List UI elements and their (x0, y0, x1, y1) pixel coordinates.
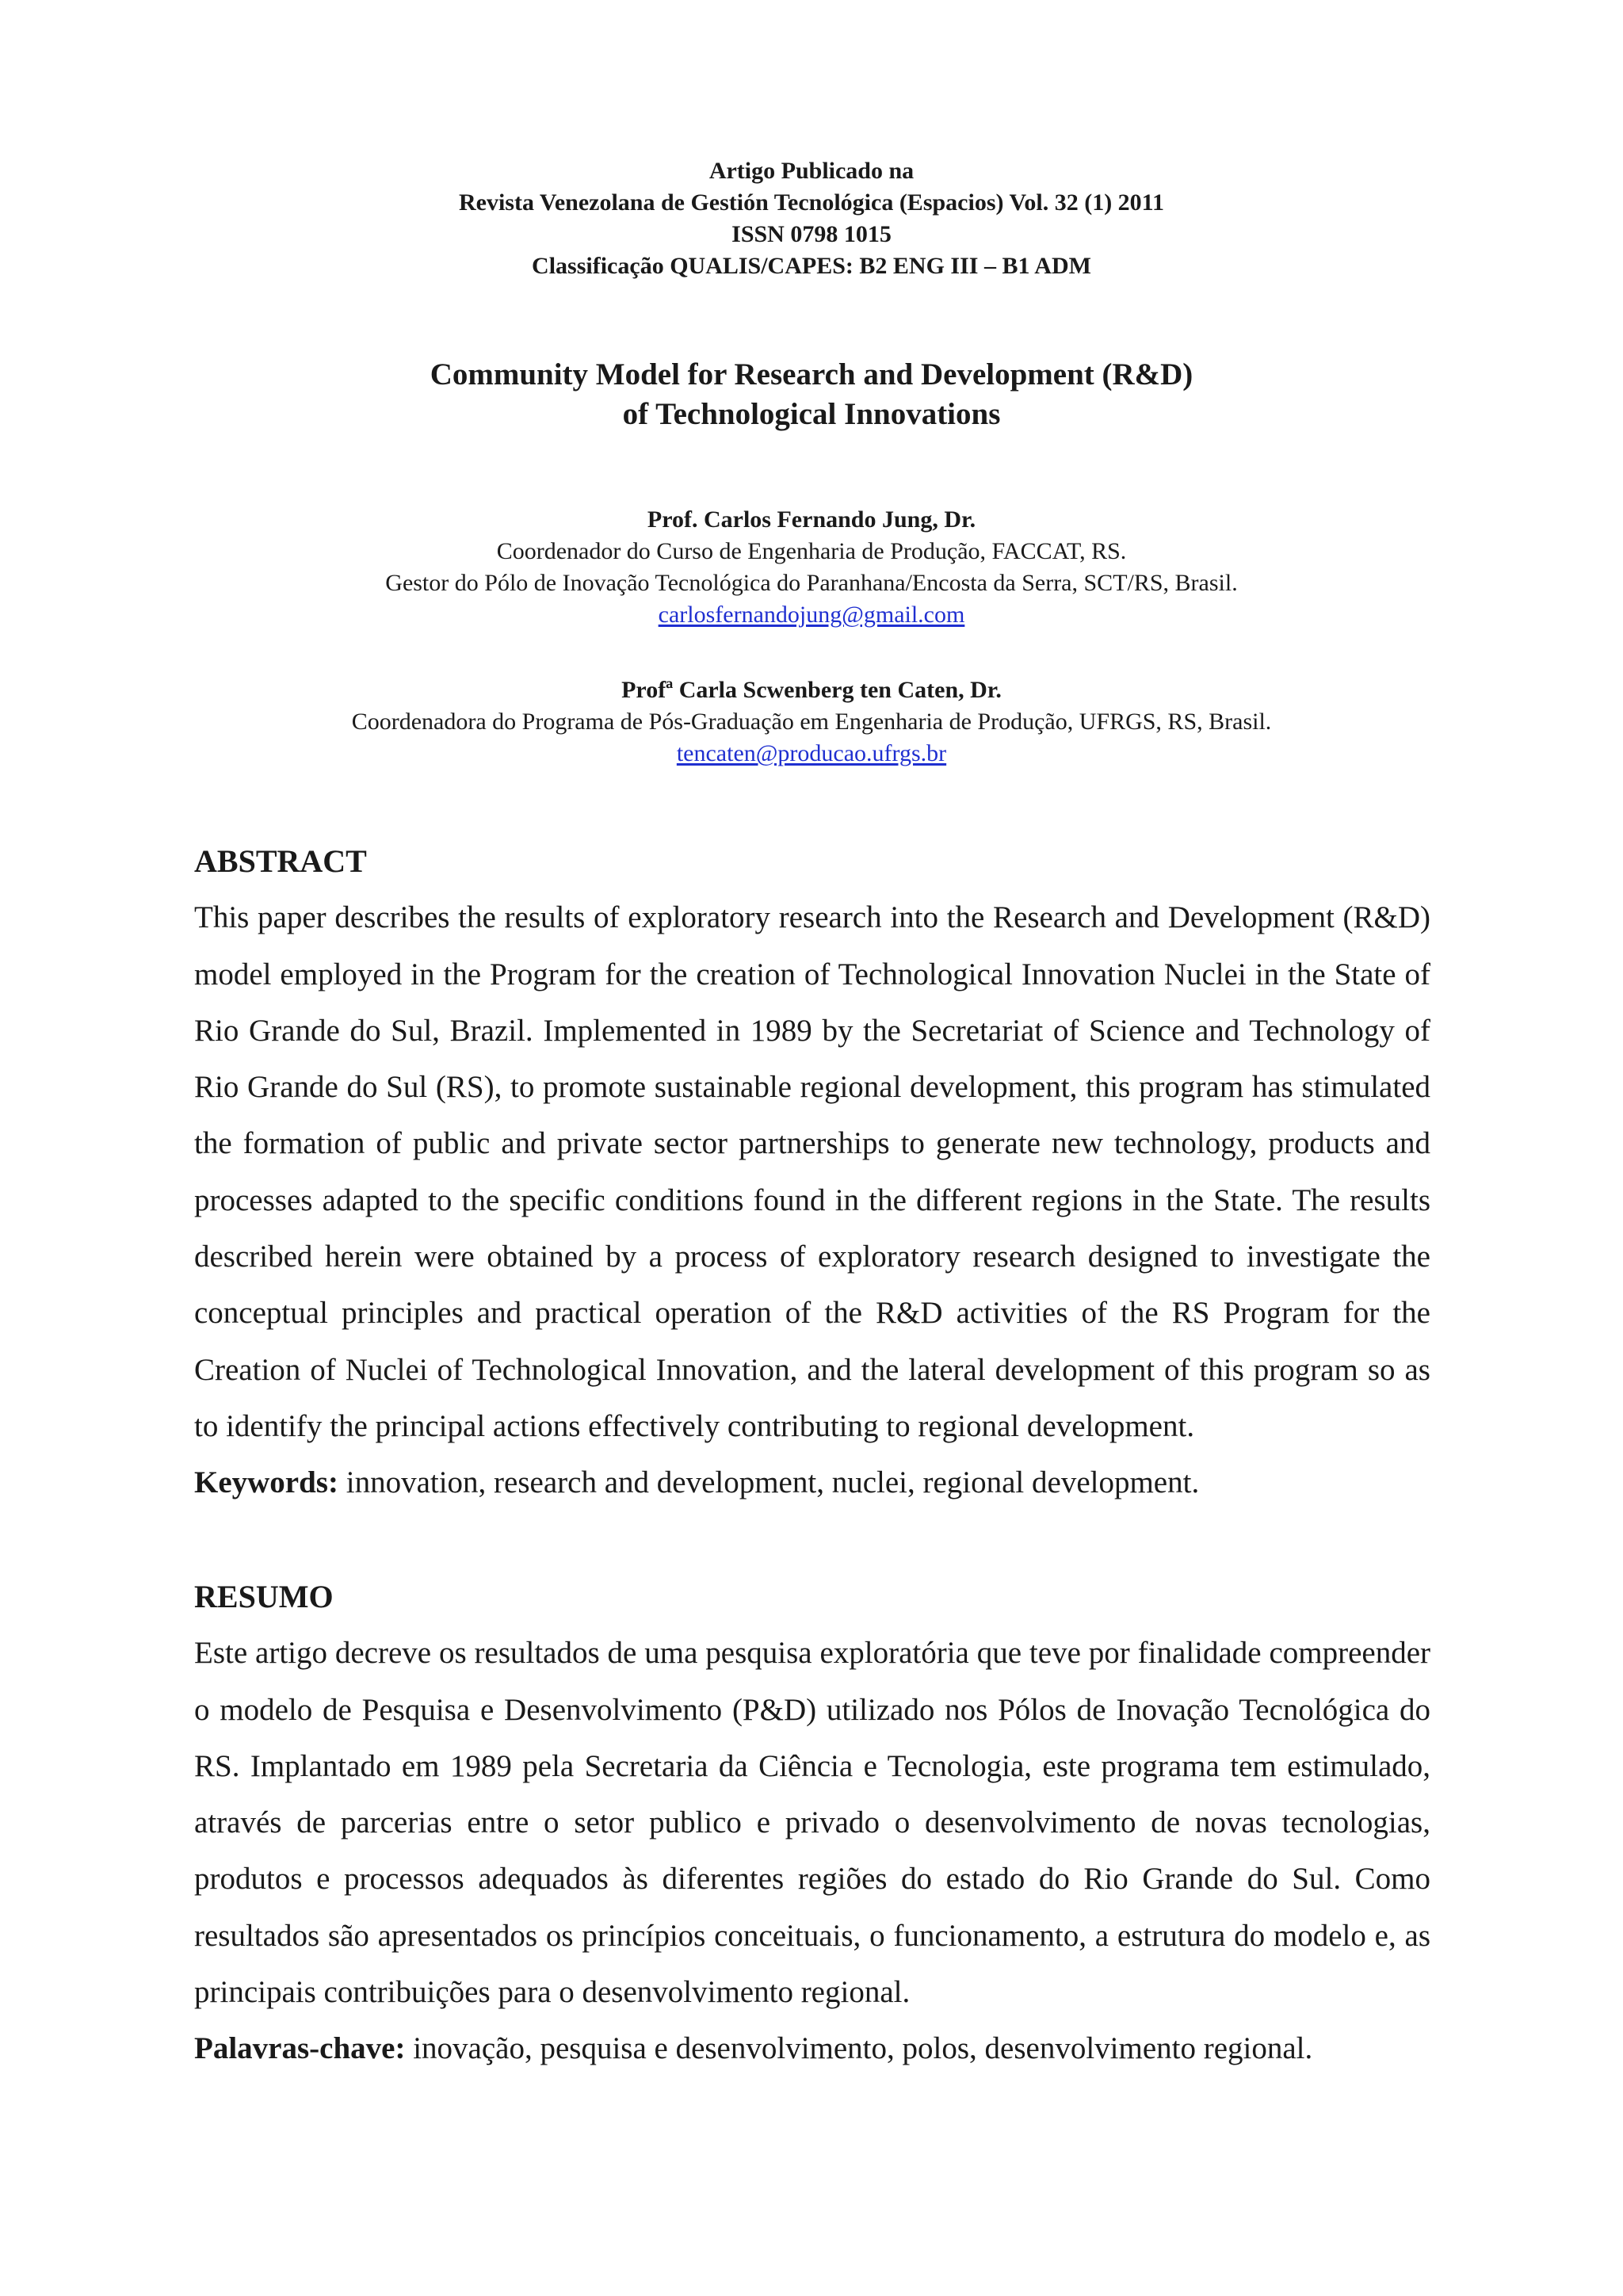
paper-title (0, 355, 1623, 434)
author-affiliation: Gestor do Pólo de Inovação Tecnológica do Paranhana/Encosta da Serra, SCT/RS, Brasil. (385, 570, 1238, 596)
publication-header (0, 155, 1623, 282)
resumo-text: Este artigo decreve os resultados de uma pesquisa exploratória que teve por finalidade compreender o modelo de Pesquisa e Desenvolvimento (P&D) utilizado nos Pólos de Inovação Tecnológica do RS. Implantado em 1989 pela Secretaria da Ciência e Tecnologia, este programa tem estimulado, através de parcerias entre o setor publico e privado o desenvolvimento de novas tecnologias, produtos e processos adequados às diferentes regiões do estado do Rio Grande do Sul. Como resultados são apresentados os princípios conceituais, o funcionamento, a estrutura do modelo e, as principais contribuições para o desenvolvimento regional. (194, 1636, 1430, 2010)
author-name: Prof. Carlos Fernando Jung, Dr. (647, 506, 976, 533)
paper-title-line-1: Community Model for Research and Development (R&D) (430, 357, 1193, 392)
author-block-2 (0, 674, 1623, 770)
resumo-heading: RESUMO (194, 1579, 334, 1614)
author-email-link[interactable]: tencaten@producao.ufrgs.br (676, 740, 947, 766)
abstract-heading: ABSTRACT (194, 843, 367, 879)
resumo-keywords (194, 2020, 1430, 2076)
resumo-section (194, 1568, 1430, 2077)
abstract-section (194, 833, 1430, 1511)
paper-title-line-2: of Technological Innovations (622, 397, 1001, 431)
author-affiliation: Coordenadora do Programa de Pós-Graduação em Engenharia de Produção, UFRGS, RS, Brasil. (351, 709, 1272, 735)
author-email-link[interactable]: carlosfernandojung@gmail.com (658, 602, 965, 628)
abstract-keywords (194, 1454, 1430, 1511)
keywords-label: Keywords: (194, 1465, 338, 1500)
publication-line-1: Artigo Publicado na (708, 158, 915, 184)
abstract-text: This paper describes the results of exploratory research into the Research and Development (R&D) model employed in the Program for the creation of Technological Innovation Nuclei in the State of Rio Grande do Sul, Brazil. Implemented in 1989 by the Secretariat of Science and Technology of Rio Grande do Sul (RS), to promote sustainable regional development, this program has stimulated the formation of public and private sector partnerships to generate new technology, products and processes adapted to the specific conditions found in the different regions in the State. The results described herein were obtained by a process of exploratory research designed to investigate the conceptual principles and practical operation of the R&D activities of the RS Program for the Creation of Nuclei of Technological Innovation, and the lateral development of this program so as to identify the principal actions effectively contributing to regional development. (194, 900, 1430, 1443)
journal-name: Revista Venezolana de Gestión Tecnológica (Espacios) Vol. 32 (1) 2011 (458, 189, 1165, 216)
palavras-chave-label: Palavras-chave: (194, 2031, 406, 2066)
palavras-chave-text: inovação, pesquisa e desenvolvimento, polos, desenvolvimento regional. (405, 2031, 1313, 2066)
author-name: Profª Carla Scwenberg ten Caten, Dr. (621, 677, 1002, 703)
issn: ISSN 0798 1015 (731, 221, 892, 247)
author-block-1 (0, 504, 1623, 631)
qualis-classification: Classificação QUALIS/CAPES: B2 ENG III – B1 ADM (532, 253, 1091, 279)
author-affiliation: Coordenador do Curso de Engenharia de Produção, FACCAT, RS. (496, 538, 1127, 564)
keywords-text: innovation, research and development, nuclei, regional development. (338, 1465, 1200, 1500)
